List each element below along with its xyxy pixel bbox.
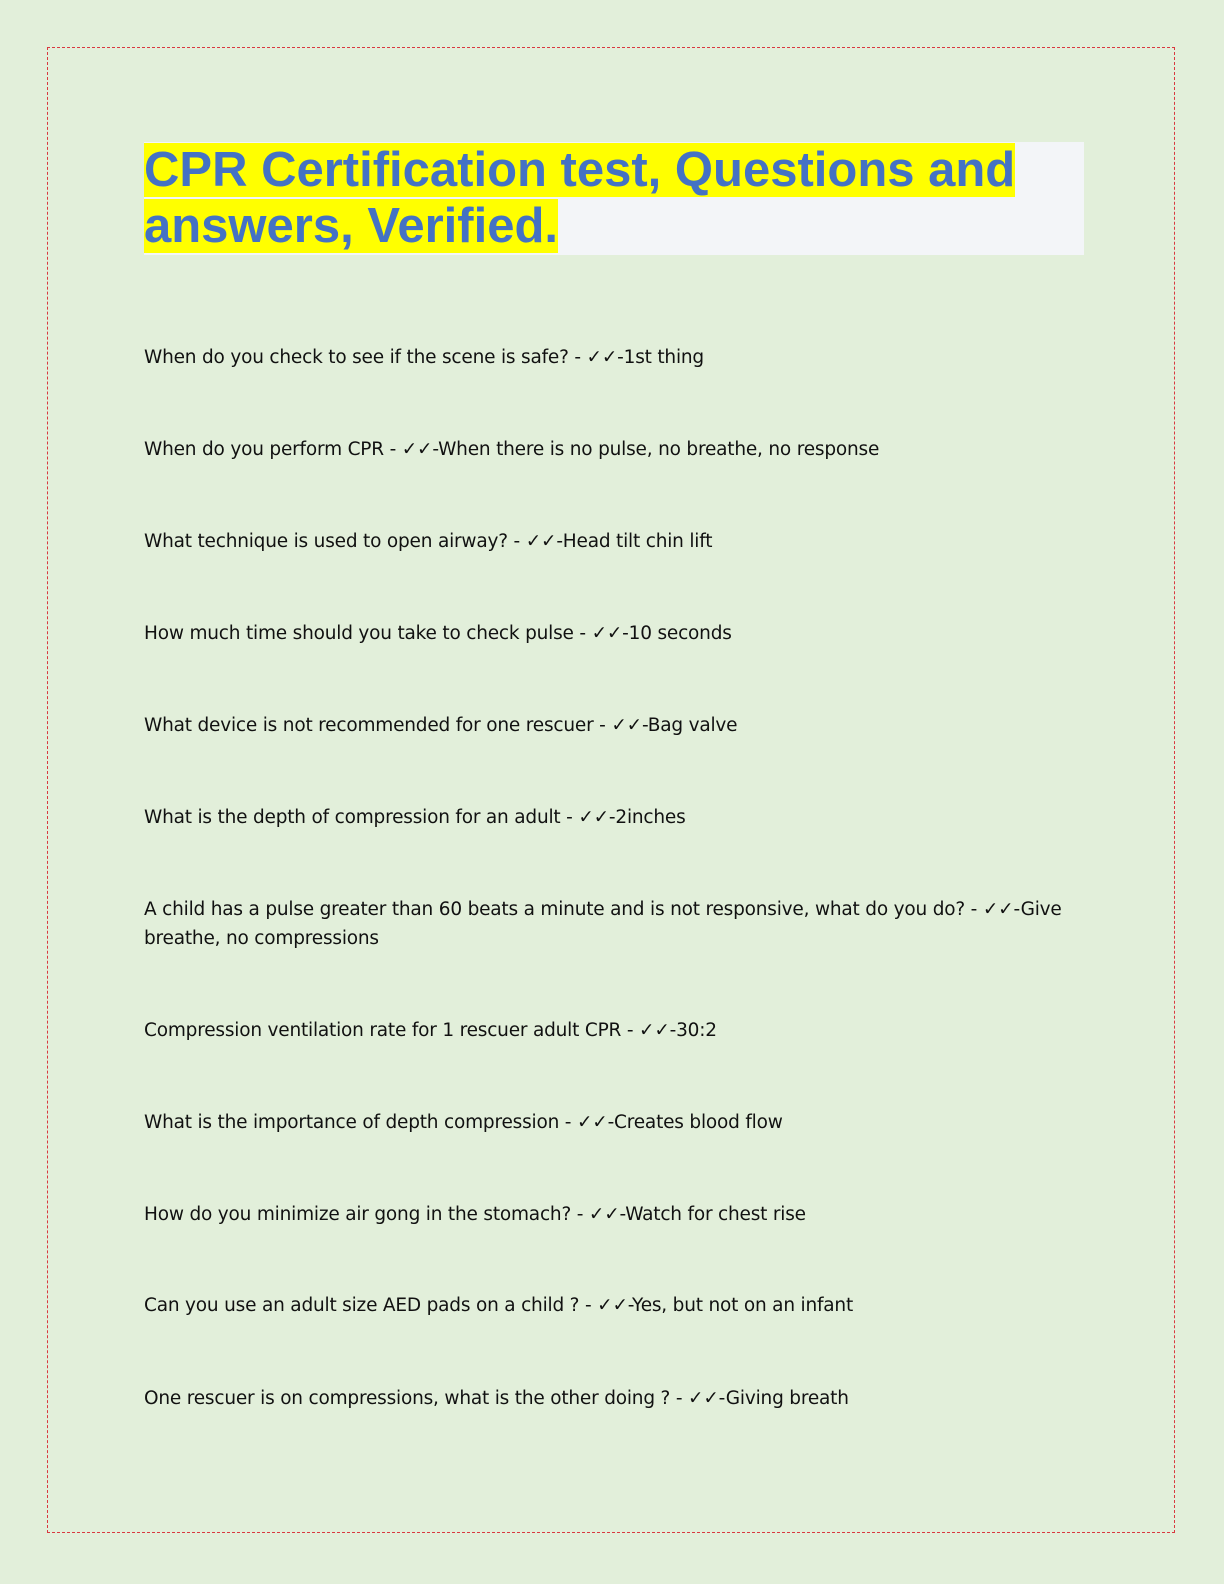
answer-text: -Giving breath (718, 1388, 849, 1409)
separator: - (383, 439, 402, 460)
answer-text: -30:2 (669, 1020, 717, 1041)
separator: - (559, 1112, 577, 1133)
answer-text: -Give breathe, no compressions (144, 899, 1062, 949)
separator: - (621, 1020, 640, 1041)
separator: - (579, 1295, 598, 1316)
title-line-1: CPR Certification test, Questions and (144, 143, 1016, 197)
question-text: Can you use an adult size AED pads on a child ? (144, 1295, 580, 1316)
answer-text: -Creates blood flow (607, 1112, 783, 1133)
qa-item (144, 619, 1074, 648)
separator: - (507, 531, 526, 552)
question-text: When do you check to see if the scene is safe? (144, 347, 569, 368)
answer-text: -When there is no pulse, no breathe, no response (432, 439, 880, 460)
answer-text: -1st thing (617, 347, 704, 368)
document-title (144, 142, 1084, 254)
answer-text: -2inches (608, 807, 686, 828)
question-text: How do you minimize air gong in the stomach? (144, 1204, 572, 1225)
question-text: One rescuer is on compressions, what is the other doing ? (144, 1388, 671, 1409)
qa-item (144, 527, 1074, 556)
separator: - (571, 1204, 589, 1225)
question-text: A child has a pulse greater than 60 beats a minute and is not responsive, what do you do? (144, 899, 965, 920)
qa-item (144, 895, 1074, 953)
question-text: What is the importance of depth compression (144, 1112, 560, 1133)
qa-item (144, 1108, 1074, 1137)
question-text: What is the depth of compression for an adult (144, 807, 561, 828)
separator: - (670, 1388, 689, 1409)
question-text: What technique is used to open airway? (144, 531, 508, 552)
answer-text: -Bag valve (641, 715, 738, 736)
separator: - (593, 715, 612, 736)
double-check-icon: ✓✓ (588, 1204, 620, 1225)
separator: - (568, 347, 587, 368)
double-check-icon: ✓✓ (578, 807, 609, 828)
answer-text: -10 seconds (622, 623, 732, 644)
answer-text: -Yes, but not on an infant (627, 1295, 854, 1316)
double-check-icon: ✓✓ (586, 347, 618, 368)
double-check-icon: ✓✓ (688, 1388, 719, 1409)
question-text: How much time should you take to check pulse (144, 623, 574, 644)
double-check-icon: ✓✓ (591, 623, 623, 644)
question-text: Compression ventilation rate for 1 rescuer adult CPR (144, 1020, 622, 1041)
qa-item (144, 803, 1074, 832)
double-check-icon: ✓✓ (639, 1020, 670, 1041)
qa-item (144, 435, 1074, 464)
double-check-icon: ✓✓ (982, 899, 1014, 920)
double-check-icon: ✓✓ (611, 715, 642, 736)
separator: - (560, 807, 579, 828)
answer-text: -Watch for chest rise (619, 1204, 806, 1225)
title-line-2: answers, Verified. (144, 199, 558, 253)
qa-item (144, 343, 1074, 372)
question-text: When do you perform CPR (144, 439, 384, 460)
qa-item (144, 711, 1074, 740)
double-check-icon: ✓✓ (576, 1112, 608, 1133)
separator: - (964, 899, 983, 920)
qa-item (144, 1291, 1074, 1320)
title-block (144, 142, 1084, 255)
separator: - (573, 623, 592, 644)
qa-item (144, 1016, 1074, 1045)
double-check-icon: ✓✓ (525, 531, 557, 552)
qa-item (144, 1200, 1074, 1229)
double-check-icon: ✓✓ (401, 439, 433, 460)
question-text: What device is not recommended for one rescuer (144, 715, 594, 736)
qa-item (144, 1384, 1074, 1413)
answer-text: -Head tilt chin lift (556, 531, 713, 552)
double-check-icon: ✓✓ (597, 1295, 628, 1316)
